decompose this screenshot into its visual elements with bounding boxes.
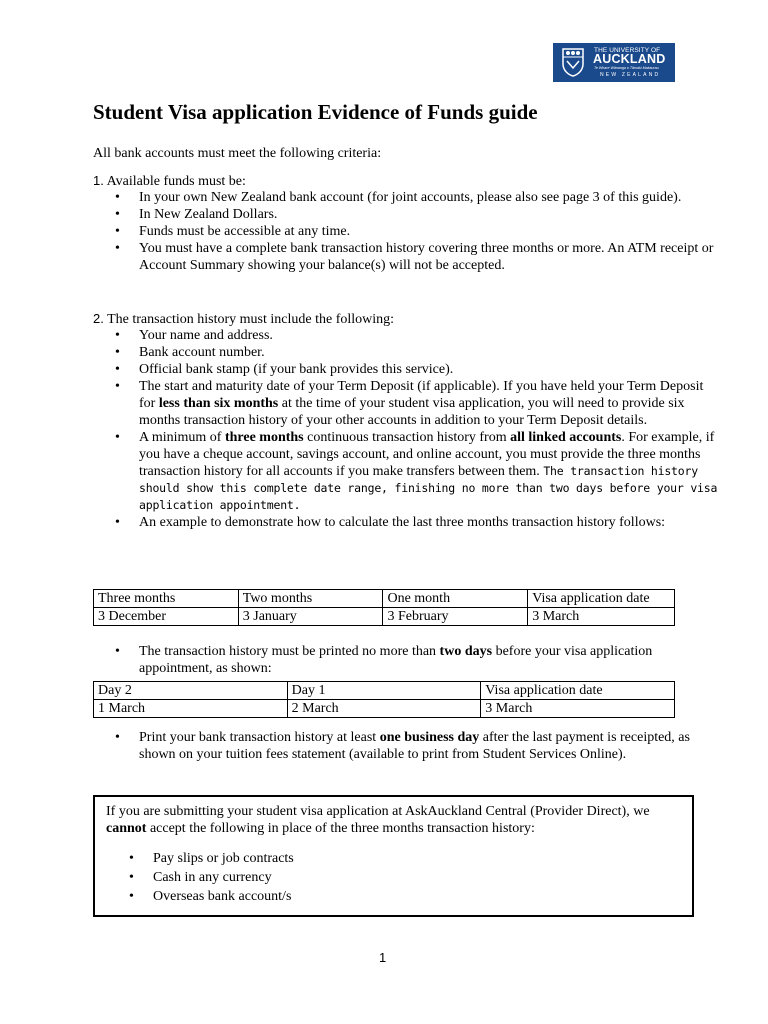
list-item: • Pay slips or job contracts xyxy=(129,850,629,867)
business-emphasis: one business day xyxy=(379,730,480,745)
list-item: • In New Zealand Dollars. xyxy=(115,206,720,223)
table-cell: One month xyxy=(383,590,528,608)
section-1-list xyxy=(115,189,720,274)
term-deposit-text-end: at the time of your student visa application, you will need to provide six months transaction history of your other accounts in addition to your Term Deposit details. xyxy=(139,396,685,428)
table-row xyxy=(94,608,675,626)
table-cell: Visa application date xyxy=(481,682,675,700)
table-cell: 3 March xyxy=(481,700,675,718)
notice-text: If you are submitting your student visa application at AskAuckland Central (Provider Direct), we xyxy=(106,804,650,819)
list-item xyxy=(115,643,720,677)
table-cell: 3 December xyxy=(94,608,239,626)
minimum-text-end: . For example, if you have a cheque account, savings account, and online account, you must provide the three months transaction history for all accounts if you make transfers between them. xyxy=(139,430,715,479)
notice-intro xyxy=(106,803,686,837)
table-cell: 3 January xyxy=(238,608,383,626)
table-header-row xyxy=(94,590,675,608)
page-number: 1 xyxy=(379,950,387,965)
section-1-number: 1. xyxy=(93,173,104,188)
notice-list xyxy=(129,850,629,907)
section-2-heading xyxy=(93,310,394,328)
two-day-table xyxy=(93,681,675,718)
table-cell: 1 March xyxy=(94,700,288,718)
list-item: • Official bank stamp (if your bank provides this service). xyxy=(115,361,720,378)
term-deposit-text: The start and maturity date of your Term Deposit (if applicable). If you have held your Term Deposit for xyxy=(139,379,704,411)
list-item: • Cash in any currency xyxy=(129,869,629,886)
minimum-emphasis-accounts: all linked accounts xyxy=(510,430,622,445)
section-2-heading-text: The transaction history must include the following: xyxy=(107,312,395,327)
list-item: • Overseas bank account/s xyxy=(129,888,629,905)
list-item xyxy=(115,429,720,514)
minimum-text: A minimum of xyxy=(139,430,225,445)
intro-text: All bank accounts must meet the following criteria: xyxy=(93,146,382,161)
provider-direct-notice xyxy=(93,795,694,917)
notice-text-end: accept the following in place of the three months transaction history: xyxy=(146,821,535,836)
list-item xyxy=(115,729,720,763)
business-text-end: after the last payment is receipted, as shown on your tuition fees statement (available to print from Student Services Online). xyxy=(139,730,690,762)
list-item: • Your name and address. xyxy=(115,327,720,344)
list-item: • Funds must be accessible at any time. xyxy=(115,223,720,240)
printed-list xyxy=(115,643,720,677)
table-header-row xyxy=(94,682,675,700)
list-item: • In your own New Zealand bank account (for joint accounts, please also see page 3 of this guide). xyxy=(115,189,720,206)
business-text: Print your bank transaction history at least xyxy=(139,730,380,745)
list-item: • You must have a complete bank transaction history covering three months or more. An ATM receipt or Account Summary showing your balance(s) will not be accepted. xyxy=(115,240,720,274)
logo-line-3: Te Whare Wānanga o Tāmaki Makaurau xyxy=(594,66,659,70)
section-1-heading xyxy=(93,172,246,190)
date-range-note: The transaction history should show this complete date range, finishing no more than two days before your visa application appointment. xyxy=(139,464,718,512)
table-cell: 2 March xyxy=(287,700,481,718)
table-cell: Three months xyxy=(94,590,239,608)
table-row xyxy=(94,700,675,718)
printed-emphasis: two days xyxy=(439,644,493,659)
term-deposit-emphasis: less than six months xyxy=(158,396,279,411)
table-cell: Two months xyxy=(238,590,383,608)
logo-line-2: AUCKLAND xyxy=(593,52,666,66)
printed-text-end: before your visa application appointment, as shown: xyxy=(139,644,653,676)
university-logo xyxy=(553,43,675,82)
list-item: • An example to demonstrate how to calculate the last three months transaction history follows: xyxy=(115,514,720,531)
crest-icon xyxy=(562,48,584,77)
three-month-table xyxy=(93,589,675,626)
table-cell: Day 1 xyxy=(287,682,481,700)
notice-emphasis: cannot xyxy=(106,821,147,836)
table-cell: 3 March xyxy=(528,608,675,626)
minimum-text-mid: continuous transaction history from xyxy=(303,430,511,445)
table-cell: 3 February xyxy=(383,608,528,626)
minimum-emphasis-months: three months xyxy=(224,430,304,445)
logo-line-4: NEW ZEALAND xyxy=(600,72,661,78)
printed-text: The transaction history must be printed no more than xyxy=(139,644,440,659)
table-cell: Day 2 xyxy=(94,682,288,700)
list-item: • Bank account number. xyxy=(115,344,720,361)
section-1-heading-text: Available funds must be: xyxy=(106,174,246,189)
page-title: Student Visa application Evidence of Funds guide xyxy=(93,100,538,124)
logo-line-1: THE UNIVERSITY OF xyxy=(594,47,661,54)
business-day-list xyxy=(115,729,720,763)
table-cell: Visa application date xyxy=(528,590,675,608)
section-2-list xyxy=(115,327,720,531)
list-item xyxy=(115,378,720,429)
section-2-number: 2. xyxy=(93,311,104,326)
